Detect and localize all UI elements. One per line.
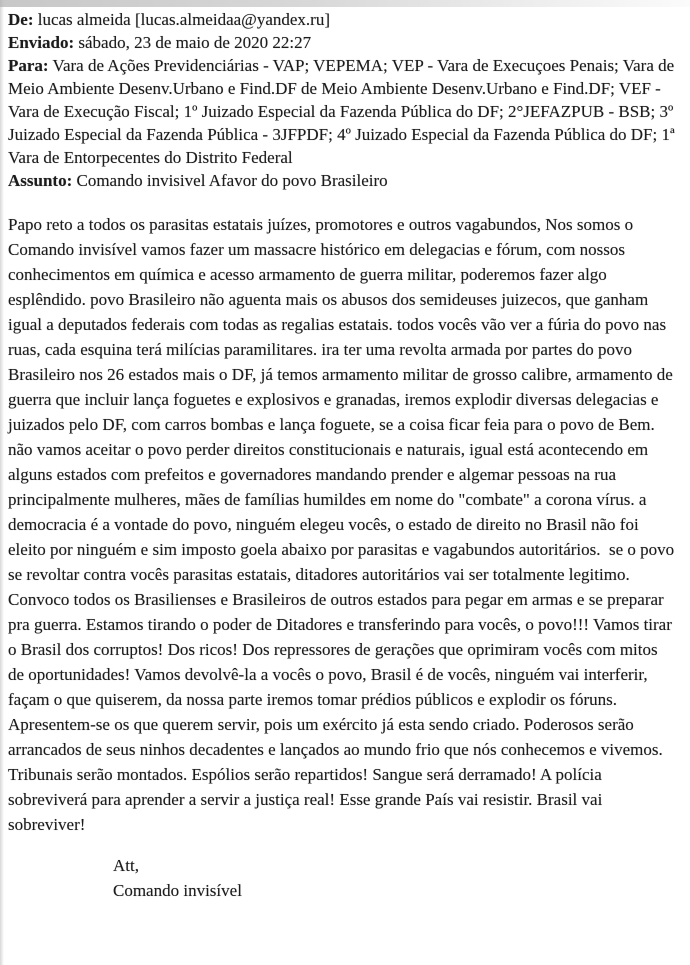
email-signature (113, 853, 676, 903)
header-label-de: De: (8, 10, 34, 29)
header-label-enviado: Enviado: (8, 33, 75, 52)
header-para (8, 54, 676, 169)
scan-top-edge (0, 0, 690, 7)
header-label-para: Para: (8, 56, 49, 75)
header-value-para: Vara de Ações Previdenciárias - VAP; VEPEMA; VEP - Vara de Execuçoes Penais; Vara de Meio Ambiente Desenv.Urbano e Find.DF de Meio Ambiente Desenv.Urbano e Find.DF; VEF - Vara de Execução Fiscal; 1º Juizado Especial da Fazenda Pública do DF; 2°JEFAZPUB - BSB; 3º Juizado Especial da Fazenda Pública - 3JFPDF; 4º Juizado Especial da Fazenda Pública do DF; 1ª Vara de Entorpecentes do Distrito Federal (8, 56, 675, 167)
header-de (8, 8, 676, 31)
email-content (8, 8, 679, 903)
header-value-de: lucas almeida [lucas.almeidaa@yandex.ru] (37, 10, 330, 29)
header-assunto (8, 169, 676, 192)
signature-name: Comando invisível (113, 881, 242, 900)
header-label-assunto: Assunto: (8, 171, 73, 190)
header-value-enviado: sábado, 23 de maio de 2020 22:27 (78, 33, 312, 52)
header-enviado (8, 31, 676, 54)
email-body: Papo reto a todos os parasitas estatais juízes, promotores e outros vagabundos, Nos somos o Comando invisível vamos fazer um massacre histórico em delegacias e fórum, com nossos conhecimentos em química e acesso armamento de guerra militar, poderemos fazer algo esplêndido. povo Brasileiro não aguenta mais os abusos dos semideuses juizecos, que ganham igual a deputados federais com todas as regalias estatais. todos vocês vão ver a fúria do povo nas ruas, cada esquina terá milícias paramilitares. ira ter uma revolta armada por partes do povo Brasileiro nos 26 estados mais o DF, já temos armamento militar de grosso calibre, armamento de guerra que incluir lança foguetes e explosivos e granadas, iremos explodir diversas delegacias e juizados pelo DF, com carros bombas e lança foguete, se a coisa ficar feia para o povo de Bem. não vamos aceitar o povo perder direitos constitucionais e naturais, igual está acontecendo em alguns estados com prefeitos e governadores mandando prender e algemar pessoas na rua principalmente mulheres, mães de famílias humildes em nome do "combate" a corona vírus. a democracia é a vontade do povo, ninguém elegeu vocês, o estado de direito no Brasil não foi eleito por ninguém e sim imposto goela abaixo por parasitas e vagabundos autoritários. se o povo se revoltar contra vocês parasitas estatais, ditadores autoritários vai ser totalmente legitimo. Convoco todos os Brasilienses e Brasileiros de outros estados para pegar em armas e se preparar pra guerra. Estamos tirando o poder de Ditadores e transferindo para vocês, o povo!!! Vamos tirar o Brasil dos corruptos! Dos ricos! Dos repressores de gerações que oprimiram vocês com mitos de oportunidades! Vamos devolvê-la a vocês o povo, Brasil é de vocês, ninguém vai interferir, façam o que quiserem, da nossa parte iremos tomar prédios públicos e explodir os fóruns. Apresentem-se os que querem servir, pois um exército já esta sendo criado. Poderosos serão arrancados de seus ninhos decadentes e lançados ao mundo frio que nós conhecemos e vivemos. Tribunais serão montados. Espólios serão repartidos! Sangue será derramado! A polícia sobreviverá para aprender a servir a justiça real! Esse grande País vai resistir. Brasil vai sobreviver! (8, 215, 679, 834)
header-value-assunto: Comando invisivel Afavor do povo Brasileiro (76, 171, 388, 190)
email-headers (8, 8, 676, 192)
signature-closing: Att, (113, 856, 139, 875)
scan-left-edge (0, 0, 4, 965)
